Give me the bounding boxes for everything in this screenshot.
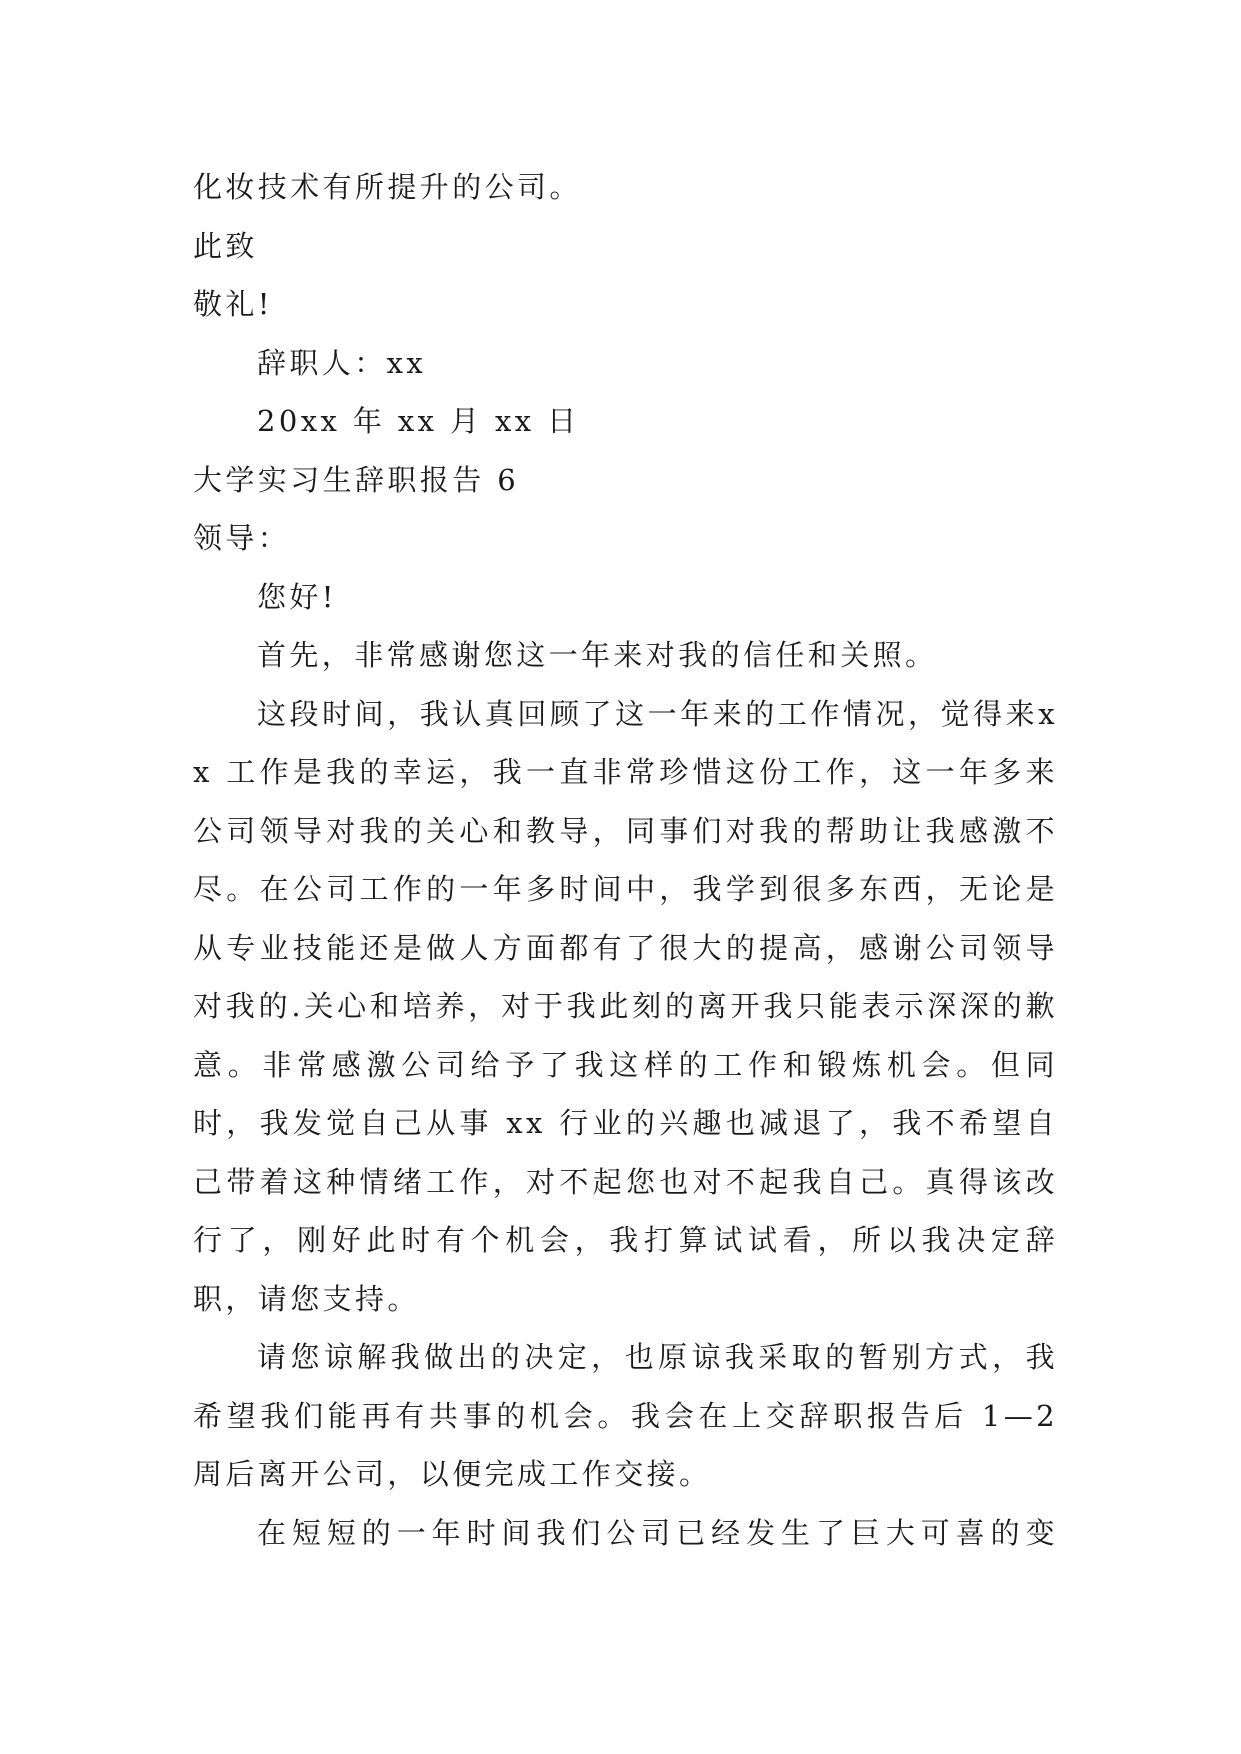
text-line-salutation-cizhi: 此致	[193, 228, 258, 263]
letter-paragraph-2: 请您谅解我做出的决定，也原谅我采取的暂别方式，我希望我们能再有共事的机会。我会在上交辞职报告后 1—2周后离开公司，以便完成工作交接。	[193, 1340, 1058, 1491]
section-title: 大学实习生辞职报告 6	[193, 462, 520, 497]
letter-opening-line: 首先，非常感谢您这一年来对我的信任和关照。	[257, 638, 938, 672]
letter-paragraph-1: 这段时间，我认真回顾了这一年来的工作情况，觉得来xx 工作是我的幸运，我一直非常珍惜这份工作，这一年多来公司领导对我的关心和教导，同事们对我的帮助让我感激不尽。在公司工作的一年多时间中，我学到很多东西，无论是从专业技能还是做人方面都有了很大的提高，感谢公司领导对我的.关心和培养，对于我此刻的离开我只能表示深深的歉意。非常感激公司给予了我这样的工作和锻炼机会。但同时，我发觉自己从事 xx 行业的兴趣也减退了，我不希望自己带着这种情绪工作，对不起您也对不起我自己。真得该改行了，刚好此时有个机会，我打算试试看，所以我决定辞职，请您支持。	[193, 696, 1058, 1316]
document-body	[193, 158, 1058, 1562]
letter-paragraph-3: 在短短的一年时间我们公司已经发生了巨大可喜的变	[257, 1515, 1058, 1550]
text-line-closing-sentence: 化妆技术有所提升的公司。	[193, 170, 582, 204]
signature-resigner: 辞职人：xx	[257, 345, 427, 380]
text-line-salutation-jingli: 敬礼!	[193, 287, 273, 321]
letter-greeting: 您好!	[257, 579, 337, 614]
letter-addressee: 领导：	[193, 521, 291, 555]
signature-date: 20xx 年 xx 月 xx 日	[257, 404, 580, 438]
